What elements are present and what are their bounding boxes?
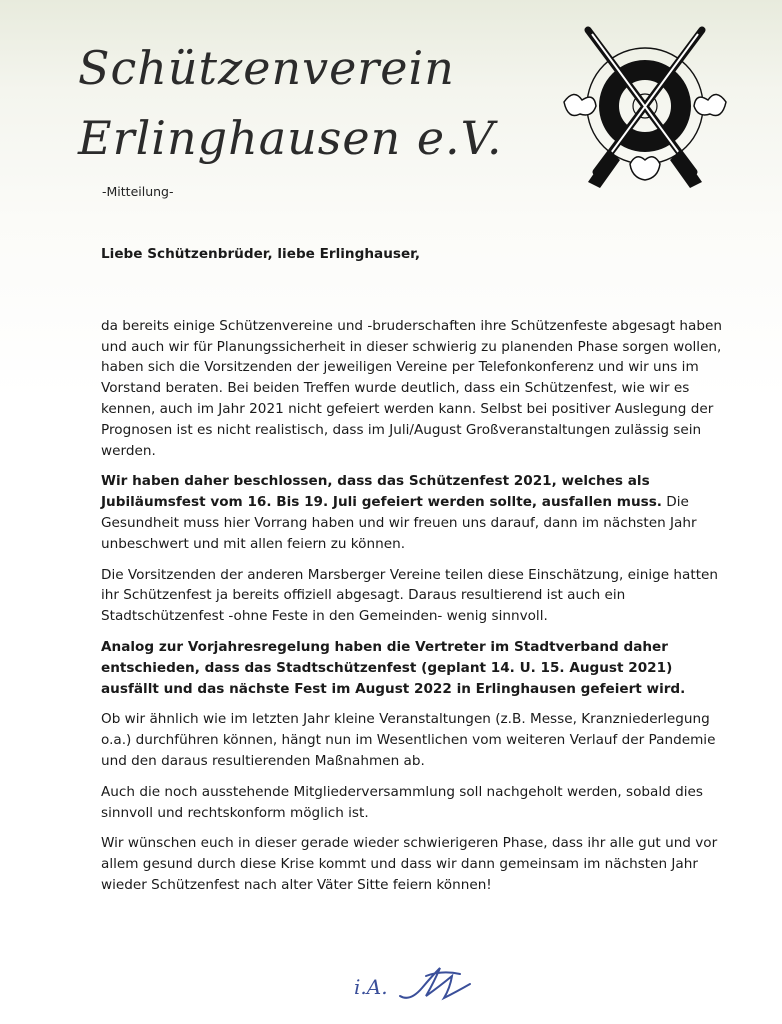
club-name-line-1: Schützenverein <box>78 41 455 95</box>
club-name-heading <box>78 38 548 168</box>
paragraph-intro: da bereits einige Schützenvereine und -bruderschaften ihre Schützenfeste abgesagt haben und auch wir für Planungssicherheit in dieser schwierig zu planenden Phase sorgen wollen, haben sich die Vorsitzenden der jeweiligen Vereine per Telefonkonferenz und wir uns im Vorstand beraten. Bei beiden Treffen wurde deutlich, dass ein Schützenfest, wie wir es kennen, auch im Jahr 2021 nicht gefeiert werden kann. Selbst bei positiver Auslegung der Prognosen ist es nicht realistisch, dass im Juli/August Großveranstaltungen zulässig sein werden. <box>101 317 722 459</box>
greeting: Liebe Schützenbrüder, liebe Erlinghauser, <box>101 246 421 262</box>
paragraph-marsberg: Die Vorsitzenden der anderen Marsberger Vereine teilen diese Einschätzung, einige hatten ihr Schützenfest ja bereits offiziell abgesagt. Daraus resultierend ist auch ein Stadtschützenfest -ohne Feste in den Gemeinden- wenig sinnvoll. <box>101 566 719 625</box>
paragraph-wishes: Wir wünschen euch in dieser gerade wieder schwierigeren Phase, dass ihr alle gut und vor allem gesund durch diese Krise kommt und dass wir dann gemeinsam im nächsten Jahr wieder Schützenfest nach alter Väter Sitte feiern können! <box>101 835 718 893</box>
letter-body <box>101 244 733 896</box>
club-name-line-2: Erlinghausen e.V. <box>78 111 503 165</box>
signature-icon <box>348 958 488 1008</box>
paragraph-assembly: Auch die noch ausstehende Mitgliederversammlung soll nachgeholt werden, sobald dies sinnvoll und rechtskonform möglich ist. <box>101 783 703 821</box>
decision-rest-text: Die Gesundheit muss hier Vorrang haben und wir freuen uns darauf, dann im nächsten Jahr unbeschwert und mit allen feiern zu können. <box>101 494 697 552</box>
decision-bold-text: Wir haben daher beschlossen, dass das Schützenfest 2021, welches als Jubiläumsfest vom 16. Bis 19. Juli gefeiert werden sollte, ausfallen muss. <box>101 473 662 511</box>
paragraph-decision <box>101 471 733 554</box>
signature-text: i.A. <box>354 975 388 999</box>
club-logo-icon <box>552 22 738 190</box>
paragraph-events: Ob wir ähnlich wie im letzten Jahr kleine Veranstaltungen (z.B. Messe, Kranzniederlegung o.a.) durchführen können, hängt nun im Wesentlichen vom weiteren Verlauf der Pandemie und den daraus resultierenden Maßnahmen ab. <box>101 711 716 769</box>
paragraph-stadtverband: Analog zur Vorjahresregelung haben die Vertreter im Stadtverband daher entschieden, dass das Stadtschützenfest (geplant 14. U. 15. August 2021) ausfällt und das nächste Fest im August 2022 in Erlinghausen gefeiert wird. <box>101 638 686 697</box>
document-subtitle: -Mitteilung- <box>102 184 174 199</box>
